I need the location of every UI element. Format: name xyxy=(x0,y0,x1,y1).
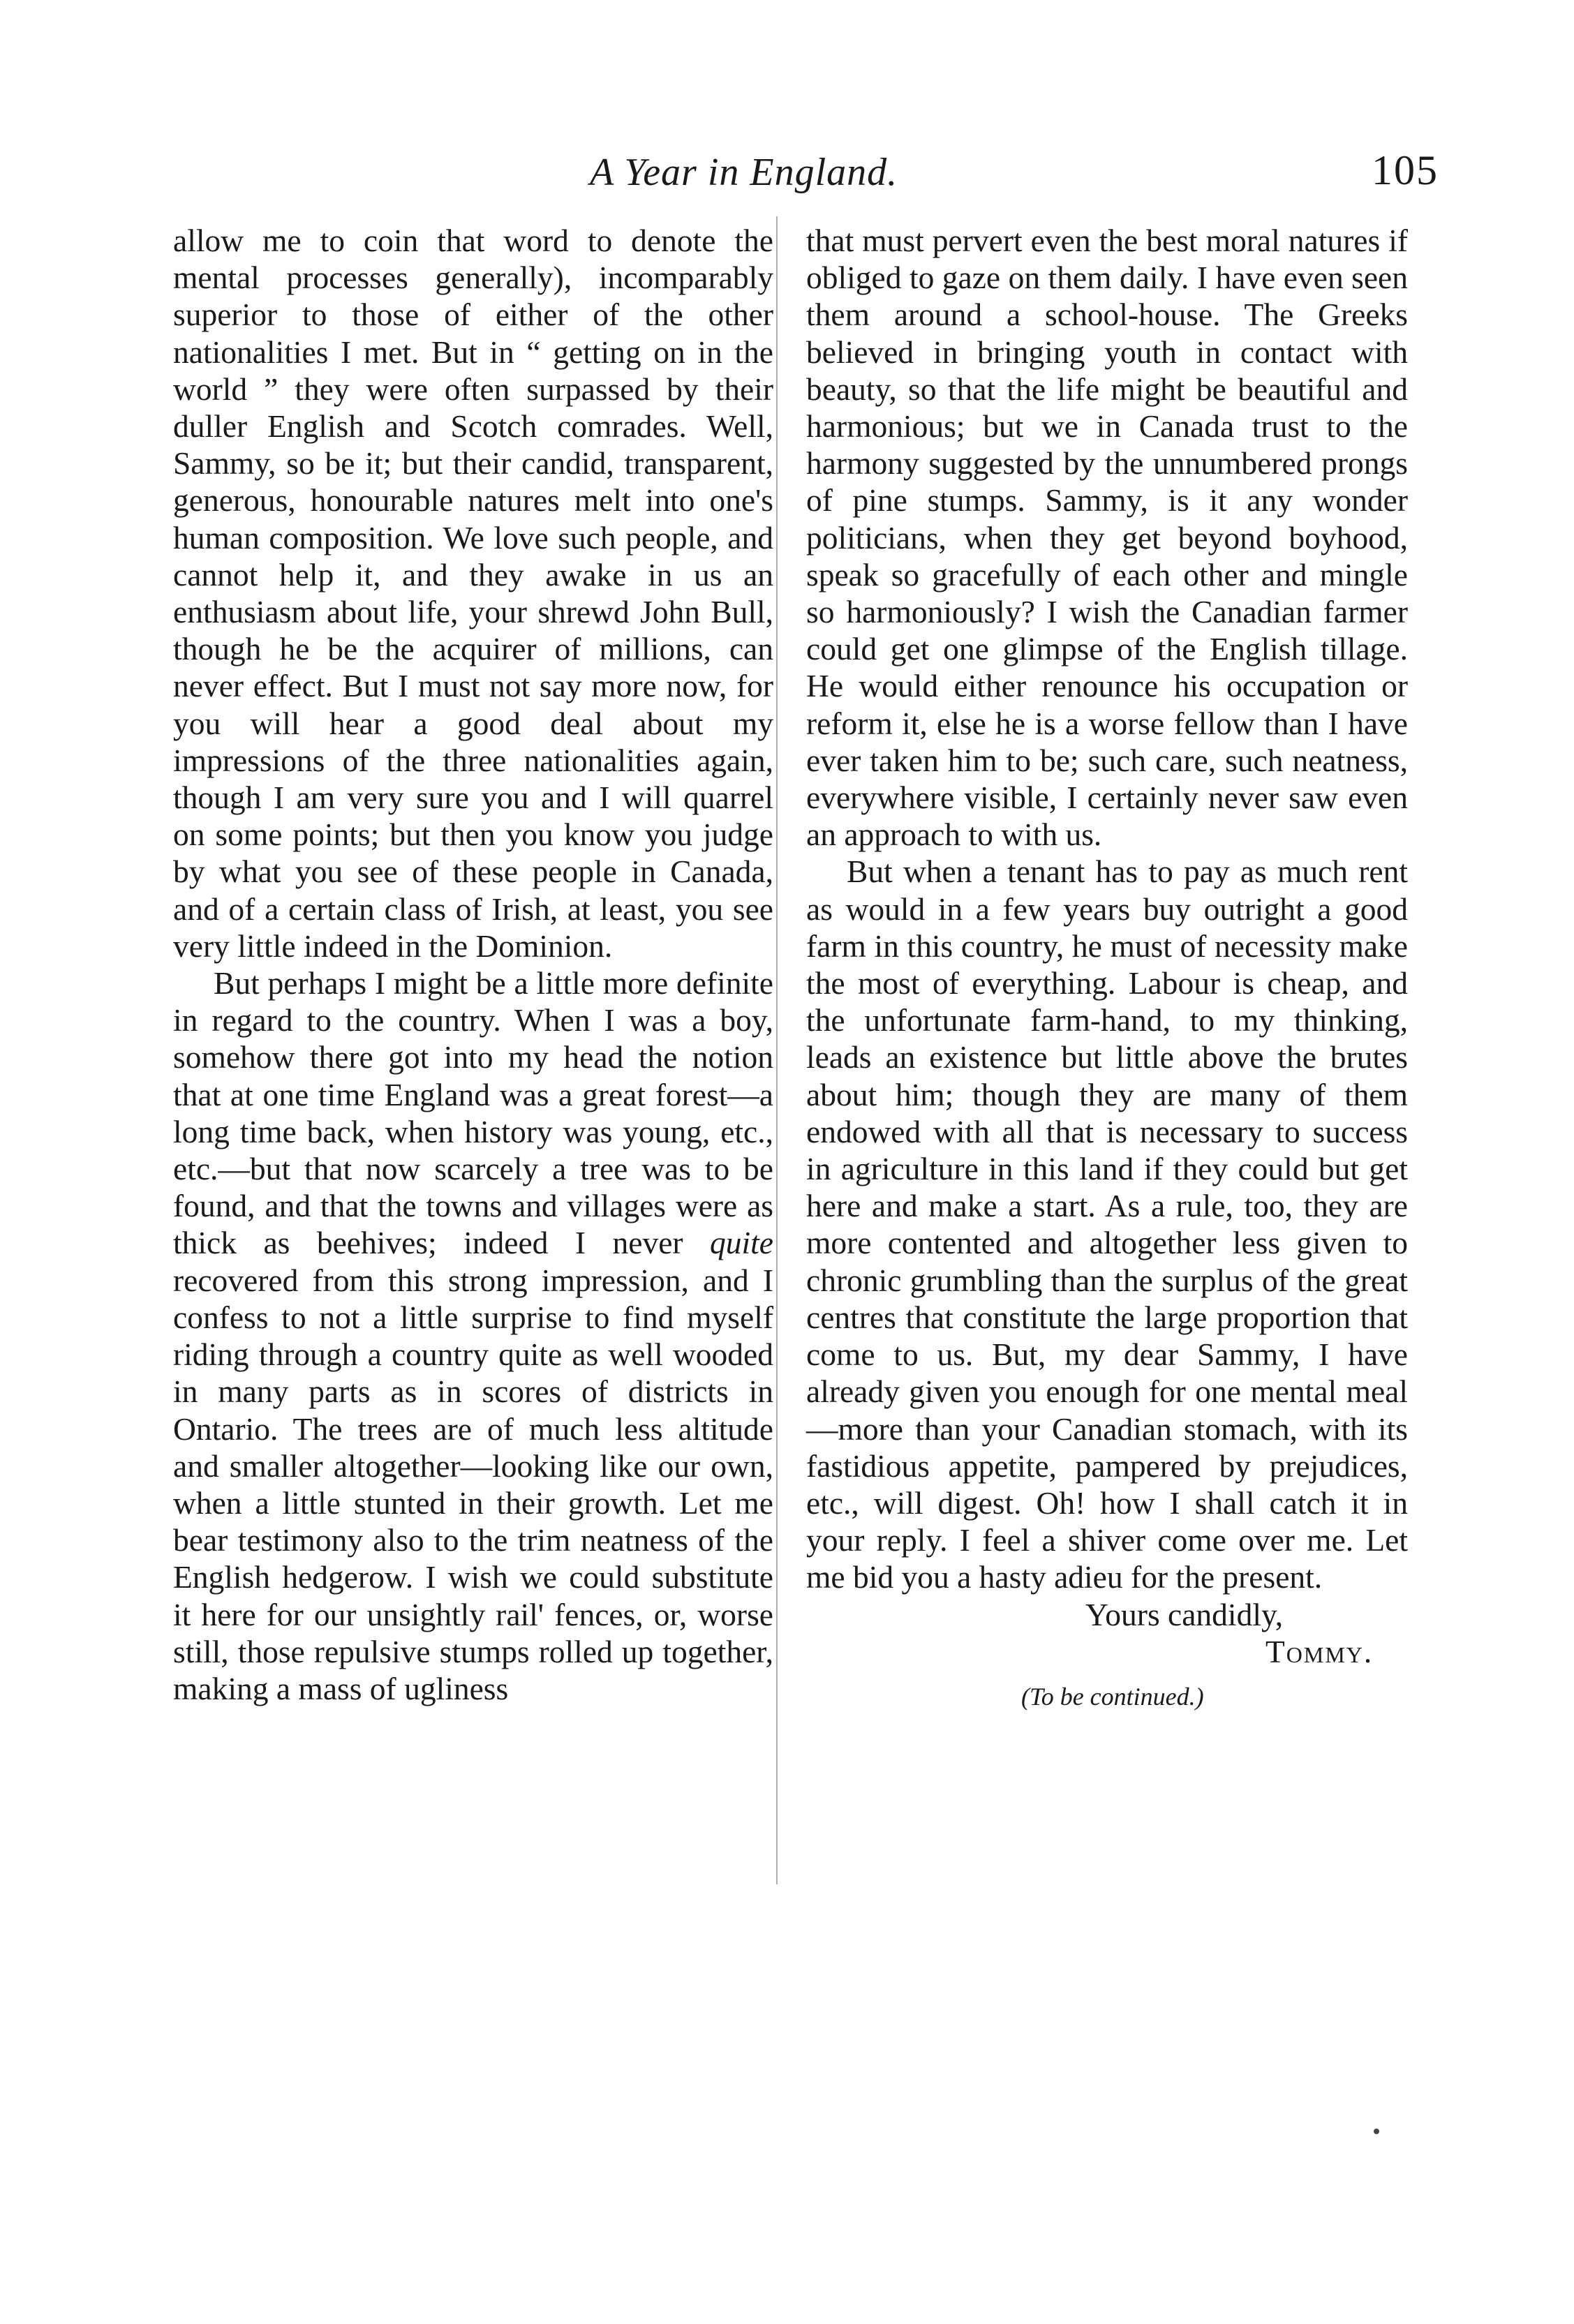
running-title: A Year in England. xyxy=(590,151,898,194)
left-paragraph-1: allow me to coin that word to denote the mental processes generally), incomparably superior to those of either of the other nationalities I met. But in “ getting on in the world ” they were often surpassed by their duller English and Scotch comrades. Well, Sammy, so be it; but their candid, transparent, generous, honourable natures melt into one's human composition. We love such people, and cannot help it, and they awake in us an enthusiasm about life, your shrewd John Bull, though he be the acquirer of millions, can never effect. But I must not say more now, for you will hear a good deal about my impressions of the three nationalities again, though I am very sure you and I will quarrel on some points; but then you know you judge by what you see of these people in Canada, and of a certain class of Irish, at least, you see very little indeed in the Dominion. xyxy=(173,223,773,964)
right-paragraph-2: But when a tenant has to pay as much rent as would in a few years buy outright a good farm in this country, he must of necessity make the most of everything. Labour is cheap, and the unfortunate farm-hand, to my thinking, leads an existence but little above the brutes about him; though they are many of them endowed with all that is necessary to success in agriculture in this land if they could but get here and make a start. As a rule, too, they are more contented and altogether less given to chronic grumbling than the surplus of the great centres that constitute the large proportion that come to us. But, my dear Sammy, I have already given you enough for one mental meal—more than your Canadian stomach, with its fastidious appetite, pampered by prejudices, etc., will digest. Oh! how I shall catch it in your reply. I feel a shiver come over me. Let me bid you a hasty adieu for the present. xyxy=(806,854,1408,1595)
left-column xyxy=(173,222,773,1707)
right-column xyxy=(806,222,1408,1715)
left-paragraph-2-text-a: But perhaps I might be a little more definite in regard to the country. When I was a boy, somehow there got into my head the notion that at one time England was a great forest—a long time back, when history was young, etc., etc.—but that now scarcely a tree was to be found, and that the towns and villages were as thick as beehives; indeed I never xyxy=(173,965,773,1261)
left-paragraph-2-text-b: recovered from this strong impression, and I confess to not a little surprise to find myself riding through a country quite as well wooded in many parts as in scores of districts in Ontario. The trees are of much less altitude and smaller altogether—looking like our own, when a little stunted in their growth. Let me bear testimony also to the trim neatness of the English hedgerow. I wish we could substitute it here for our unsightly rail' fences, or, worse still, those repulsive stumps rolled up together, making a mass of ugliness xyxy=(173,1262,773,1706)
continued-note: (To be continued.) xyxy=(1021,1682,1204,1711)
signature: Tommy. xyxy=(1265,1633,1374,1669)
right-paragraph-1: that must pervert even the best moral natures if obliged to gaze on them daily. I have even seen them around a school-house. The Greeks believed in bringing youth in contact with beauty, so that the life might be beautiful and harmonious; but we in Canada trust to the harmony suggested by the unnumbered prongs of pine stumps. Sammy, is it any wonder politicians, when they get beyond boyhood, speak so gracefully of each other and mingle so harmoniously? I wish the Canadian farmer could get one glimpse of the English tillage. He would either renounce his occupation or reform it, else he is a worse fellow than I have ever taken him to be; such care, such neatness, everywhere visible, I certainly never saw even an approach to with us. xyxy=(806,223,1408,853)
ink-speck xyxy=(1374,2129,1379,2134)
page-number: 105 xyxy=(1372,147,1439,193)
salutation: Yours candidly, xyxy=(1085,1596,1284,1632)
column-divider xyxy=(776,216,778,1884)
left-paragraph-2 xyxy=(173,964,773,1707)
italic-word-quite: quite xyxy=(710,1225,773,1261)
letter-closing xyxy=(806,1596,1408,1716)
